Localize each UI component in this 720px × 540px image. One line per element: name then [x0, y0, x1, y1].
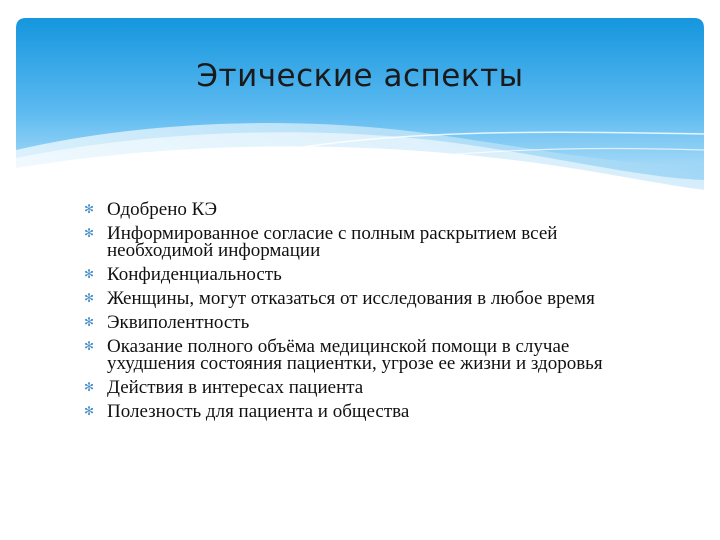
star-bullet-icon: ✻ — [84, 267, 95, 281]
header-wave-background — [16, 18, 704, 218]
slide-title: Этические аспекты — [196, 58, 524, 94]
list-item-text: Оказание полного объёма медицинской помощи в случае ухудшения состояния пациентки, угрозе ее жизни и здоровья — [107, 336, 603, 374]
bullet-list — [84, 201, 654, 427]
list-item — [84, 379, 654, 396]
list-item-text: Одобрено КЭ — [107, 199, 218, 220]
star-bullet-icon: ✻ — [84, 202, 95, 216]
list-item-text: Информированное согласие с полным раскрытием всей необходимой информации — [107, 223, 558, 261]
list-item-text: Женщины, могут отказаться от исследования в любое время — [107, 288, 595, 309]
list-item-text: Эквиполентность — [107, 312, 250, 333]
star-bullet-icon: ✻ — [84, 380, 95, 394]
star-bullet-icon: ✻ — [84, 404, 95, 418]
list-item — [84, 403, 654, 420]
list-item — [84, 266, 654, 283]
star-bullet-icon: ✻ — [84, 291, 95, 305]
list-item — [84, 225, 654, 259]
list-item — [84, 314, 654, 331]
star-bullet-icon: ✻ — [84, 339, 95, 353]
list-item-text: Полезность для пациента и общества — [107, 401, 410, 422]
list-item — [84, 290, 654, 307]
list-item-text: Действия в интересах пациента — [107, 377, 364, 398]
list-item-text: Конфиденциальность — [107, 264, 282, 285]
star-bullet-icon: ✻ — [84, 226, 95, 240]
list-item — [84, 338, 654, 372]
star-bullet-icon: ✻ — [84, 315, 95, 329]
list-item — [84, 201, 654, 218]
